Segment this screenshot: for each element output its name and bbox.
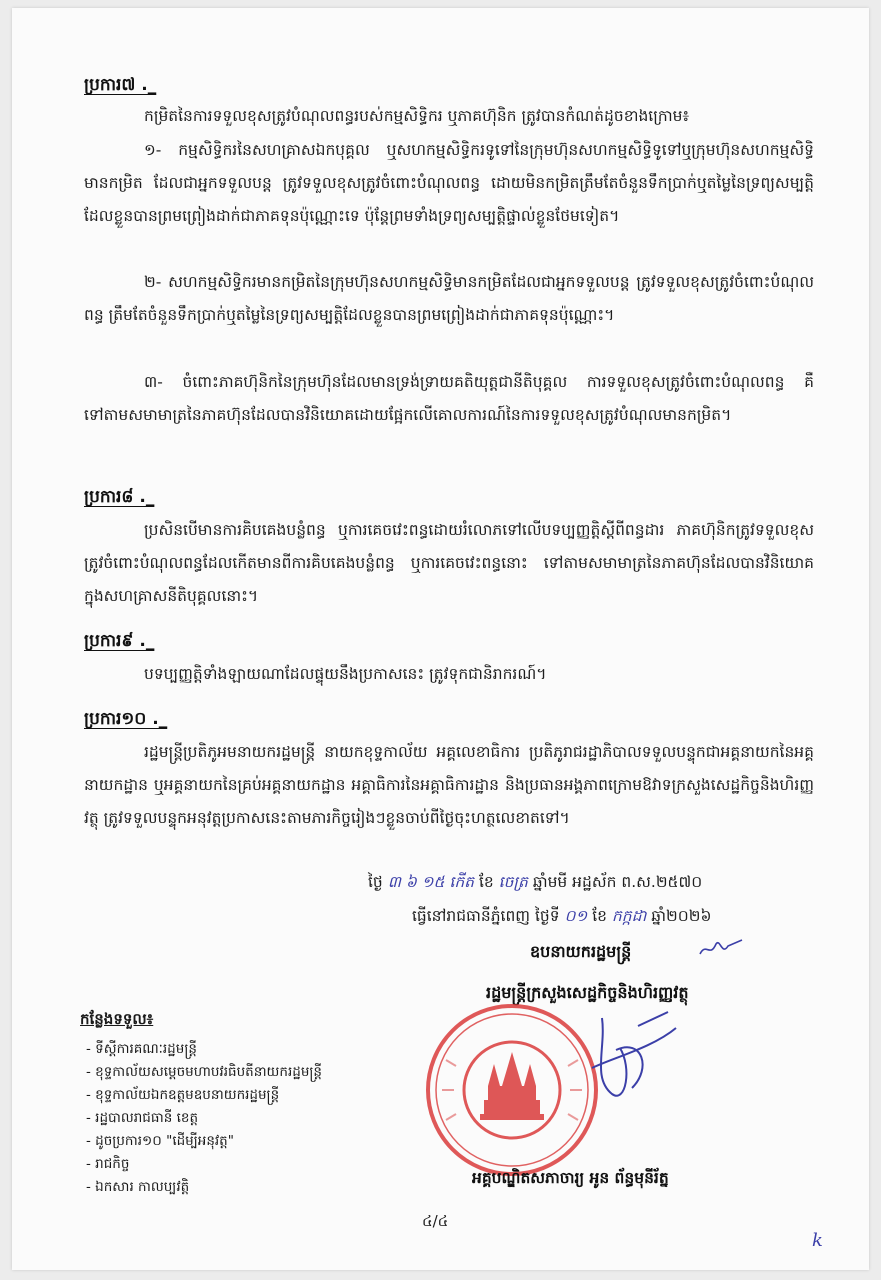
- place-label: ធ្វើនៅរាជធានីភ្នំពេញ ថ្ងៃទី: [412, 907, 560, 925]
- page-number: ៤/៤: [422, 1212, 449, 1230]
- article-10-body: [84, 736, 814, 835]
- day-handwritten: ០១: [564, 907, 588, 925]
- lunar-date-line: [368, 872, 702, 895]
- article-7-intro: [84, 100, 814, 133]
- article-7-clause-2: [84, 266, 814, 332]
- signatory-name: អគ្គបណ្ឌិតសភាចារ្យ អូន ព័ន្ធមុនីរ័ត្ន: [472, 1169, 669, 1187]
- article-10-text: រដ្ឋមន្ត្រីប្រតិភូអមនាយករដ្ឋមន្ត្រី នាយកខុទ្ទកាល័យ អគ្គលេខាធិការ ប្រតិភូរាជរដ្ឋាភិបាលទទួលបន្ទុកជាអគ្គនាយកនៃអគ្គនាយកដ្ឋាន ឬអគ្គនាយកនៃគ្រប់អគ្គនាយកដ្ឋាន អគ្គាធិការនៃអគ្គាធិការដ្ឋាន និងប្រធានអង្គភាពក្រោមឱវាទក្រសួងសេដ្ឋកិច្ចនិងហិរញ្ញវត្ថុ ត្រូវទទួលបន្ទុកអនុវត្តប្រកាសនេះតាមភារកិច្ចរៀងៗខ្លួនចាប់ពីថ្ងៃចុះហត្ថលេខាតទៅ។: [84, 743, 814, 827]
- article-7-intro-text: កម្រិតនៃការទទួលខុសត្រូវបំណុលពន្ធរបស់កម្មសិទ្ធិករ ឬភាគហ៊ុនិក ត្រូវបានកំណត់ដូចខាងក្រោម៖: [144, 107, 690, 125]
- lunar-day-handwritten: ៣ ៦ ១៥ កើត: [387, 873, 475, 891]
- article-9-text: បទប្បញ្ញត្តិទាំងឡាយណាដែលផ្ទុយនឹងប្រកាសនេះ ត្រូវទុកជានិរាករណ៍។: [144, 665, 547, 683]
- lunar-day-label: ថ្ងៃ: [368, 873, 383, 891]
- month-handwritten: កក្កដា: [611, 907, 647, 925]
- article-9-body: [84, 658, 814, 691]
- recipient-item: - ខុទ្ទកាល័យឯកឧត្តមឧបនាយករដ្ឋមន្ត្រី: [86, 1084, 322, 1107]
- article-8-body: [84, 514, 814, 613]
- month-label: ខែ: [592, 907, 607, 925]
- lunar-year-text: ឆ្នាំមមី អដ្ឋស័ក ព.ស.២៥៧០: [532, 873, 703, 891]
- article-7-clause-1-text: ១- កម្មសិទ្ធិករនៃសហគ្រាសឯកបុគ្គល ឬសហកម្មសិទ្ធិករទូទៅនៃក្រុមហ៊ុនសហកម្មសិទ្ធិទូទៅឬក្រុមហ៊ុនសហកម្មសិទ្ធិមានកម្រិត ដែលជាអ្នកទទួលបន្ត ត្រូវទទួលខុសត្រូវចំពោះបំណុលពន្ធ ដោយមិនកម្រិតត្រឹមតែចំនួនទឹកប្រាក់ឬតម្លៃនៃទ្រព្យសម្បត្តិដែលខ្លួនបានព្រមព្រៀងដាក់ជាភាគទុនប៉ុណ្ណោះទេ ប៉ុន្តែព្រមទាំងទ្រព្យសម្បត្តិផ្ទាល់ខ្លួនថែមទៀត។: [84, 141, 814, 225]
- recipient-item: - រាជកិច្ច: [86, 1153, 322, 1176]
- initial-scribble: [696, 936, 746, 960]
- article-7-clause-3-text: ៣- ចំពោះភាគហ៊ុនិកនៃក្រុមហ៊ុនដែលមានទ្រង់ទ្រាយគតិយុត្តជានីតិបុគ្គល ការទទួលខុសត្រូវចំពោះបំណុលពន្ធ គឺទៅតាមសមាមាត្រនៃភាគហ៊ុនដែលបានវិនិយោគដោយផ្អែកលើគោលការណ៍នៃការទទួលខុសត្រូវបំណុលមានកម្រិត។: [84, 373, 814, 424]
- recipient-item: - ទីស្តីការគណៈរដ្ឋមន្ត្រី: [86, 1038, 322, 1061]
- article-7-clause-1: [84, 134, 814, 233]
- signature-scribble: [572, 1008, 682, 1108]
- page-initial-mark: k: [812, 1230, 823, 1251]
- article-7-clause-2-text: ២- សហកម្មសិទ្ធិករមានកម្រិតនៃក្រុមហ៊ុនសហកម្មសិទ្ធិមានកម្រិតដែលជាអ្នកទទួលបន្ត ត្រូវទទួលខុសត្រូវចំពោះបំណុលពន្ធ ត្រឹមតែចំនួនទឹកប្រាក់ឬតម្លៃនៃទ្រព្យសម្បត្តិដែលខ្លួនបានព្រមព្រៀងដាក់ជាភាគទុនប៉ុណ្ណោះ។: [84, 273, 814, 324]
- document-page: [12, 8, 869, 1270]
- article-8-text: ប្រសិនបើមានការគិបគេងបន្លំពន្ធ ឬការគេចវេះពន្ធដោយរំលោភទៅលើបទប្បញ្ញត្តិស្តីពីពន្ធដារ ភាគហ៊ុនិកត្រូវទទួលខុសត្រូវចំពោះបំណុលពន្ធដែលកើតមានពីការគិបគេងបន្លំពន្ធ ឬការគេចវេះពន្ធនោះ ទៅតាមសមាមាត្រនៃភាគហ៊ុនដែលបានវិនិយោគក្នុងសហគ្រាសនីតិបុគ្គលនោះ។: [84, 521, 814, 605]
- article-7-clause-3: [84, 366, 814, 432]
- recipients-list: [86, 1038, 322, 1199]
- lunar-month-label: ខែ: [478, 873, 494, 891]
- recipients-title: កន្លែងទទួល៖: [80, 1010, 154, 1028]
- article-9-heading: ប្រការ៩ ._: [84, 631, 155, 651]
- lunar-month-handwritten: ចេត្រ: [498, 873, 528, 891]
- article-8-heading: ប្រការ៨ ._: [84, 487, 155, 507]
- signatory-title-2: រដ្ឋមន្ត្រីក្រសួងសេដ្ឋកិច្ចនិងហិរញ្ញវត្ថុ: [486, 983, 689, 1002]
- article-7-heading: ប្រការ៧ ._: [84, 75, 157, 95]
- recipient-item: - រដ្ឋបាលរាជធានី ខេត្ត: [86, 1107, 322, 1130]
- article-10-heading: ប្រការ១០ ._: [84, 709, 168, 729]
- recipient-item: - ខុទ្ទកាល័យសម្តេចមហាបវរធិបតីនាយករដ្ឋមន្ត្រី: [86, 1061, 322, 1084]
- place-date-line: [412, 906, 711, 929]
- recipient-item: - ដូចប្រការ១០ "ដើម្បីអនុវត្ត": [86, 1130, 322, 1153]
- recipient-item: - ឯកសារ កាលប្បវត្តិ: [86, 1176, 322, 1199]
- year-text: ឆ្នាំ២០២៦: [651, 907, 712, 925]
- signatory-title-1: ឧបនាយករដ្ឋមន្ត្រី: [530, 942, 632, 961]
